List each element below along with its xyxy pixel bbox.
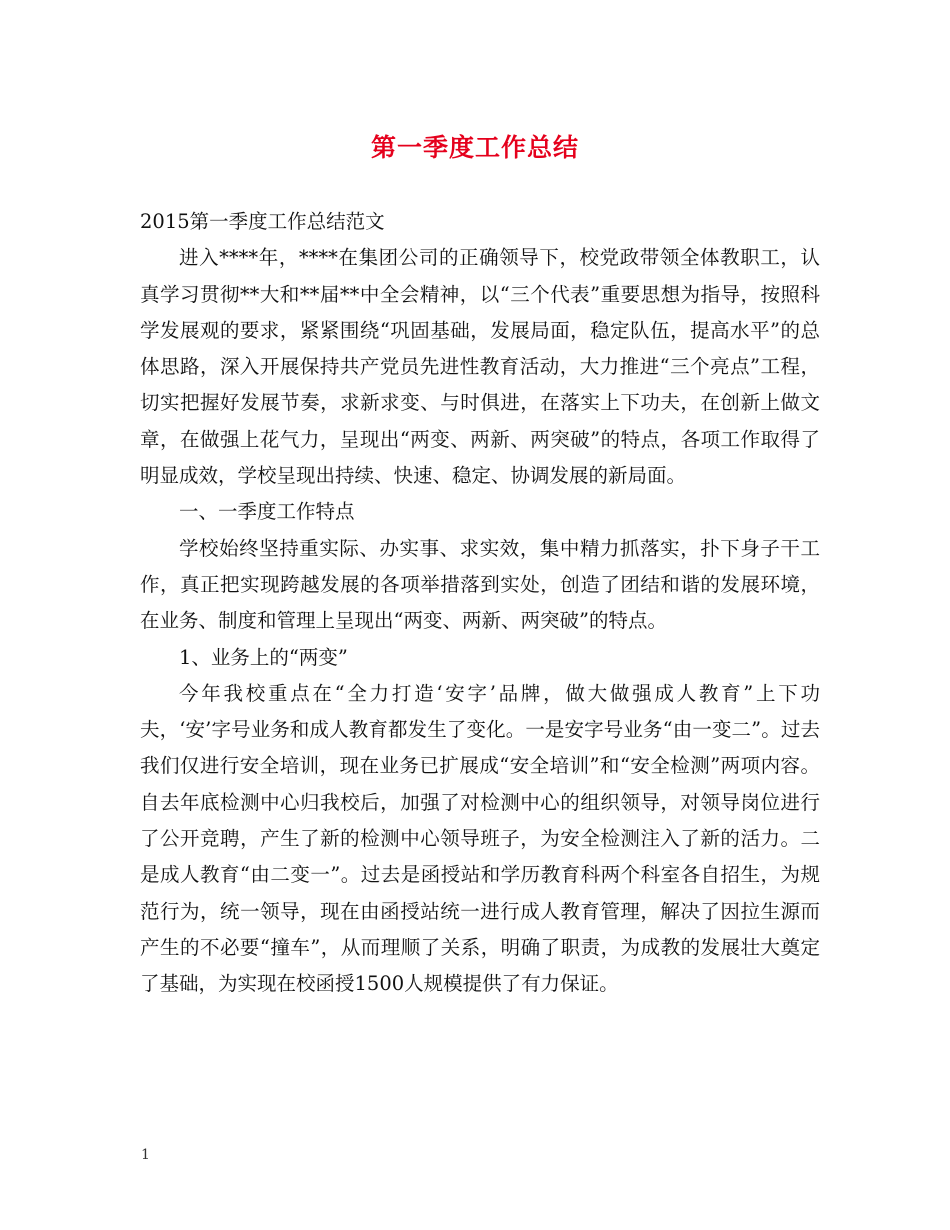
page-number: 1	[141, 1147, 150, 1163]
document-body	[140, 204, 820, 1003]
section-heading: 一、一季度工作特点	[179, 500, 355, 524]
subtitle-paragraph: 2015第一季度工作总结范文	[140, 210, 385, 233]
subsection-paragraph: 今年我校重点在“全力打造‘安字’品牌，做大做强成人教育”上下功夫，‘安’字号业务和成人教育都发生了变化。一是安字号业务“由一变二”。过去我们仅进行安全培训，现在业务已扩展成“安全培训”和“安全检测”两项内容。自去年底检测中心归我校后，加强了对检测中心的组织领导，对领导岗位进行了公开竞聘，产生了新的检测中心领导班子，为安全检测注入了新的活力。二是成人教育“由二变一”。过去是函授站和学历教育科两个科室各自招生，为规范行为，统一领导，现在由函授站统一进行成人教育管理，解决了因拉生源而产生的不必要“撞车”，从而理顺了关系，明确了职责，为成教的发展壮大奠定了基础，为实现在校函授1500人规模提供了有力保证。	[140, 681, 820, 996]
intro-paragraph: 进入****年，****在集团公司的正确领导下，校党政带领全体教职工，认真学习贯彻**大和**届**中全会精神，以“三个代表”重要思想为指导，按照科学发展观的要求，紧紧围绕“巩固基础，发展局面，稳定队伍，提高水平”的总体思路，深入开展保持共产党员先进性教育活动，大力推进“三个亮点”工程，切实把握好发展节奏，求新求变、与时俱进，在落实上下功夫，在创新上做文章，在做强上花气力，呈现出“两变、两新、两突破”的特点，各项工作取得了明显成效，学校呈现出持续、快速、稳定、协调发展的新局面。	[140, 246, 820, 488]
document-title: 第一季度工作总结	[370, 133, 579, 162]
subsection-heading: 1、业务上的“两变”	[179, 645, 348, 669]
section-paragraph: 学校始终坚持重实际、办实事、求实效，集中精力抓落实，扑下身子干工作，真正把实现跨越发展的各项举措落到实处，创造了团结和谐的发展环境，在业务、制度和管理上呈现出“两变、两新、两突破”的特点。	[140, 536, 820, 633]
